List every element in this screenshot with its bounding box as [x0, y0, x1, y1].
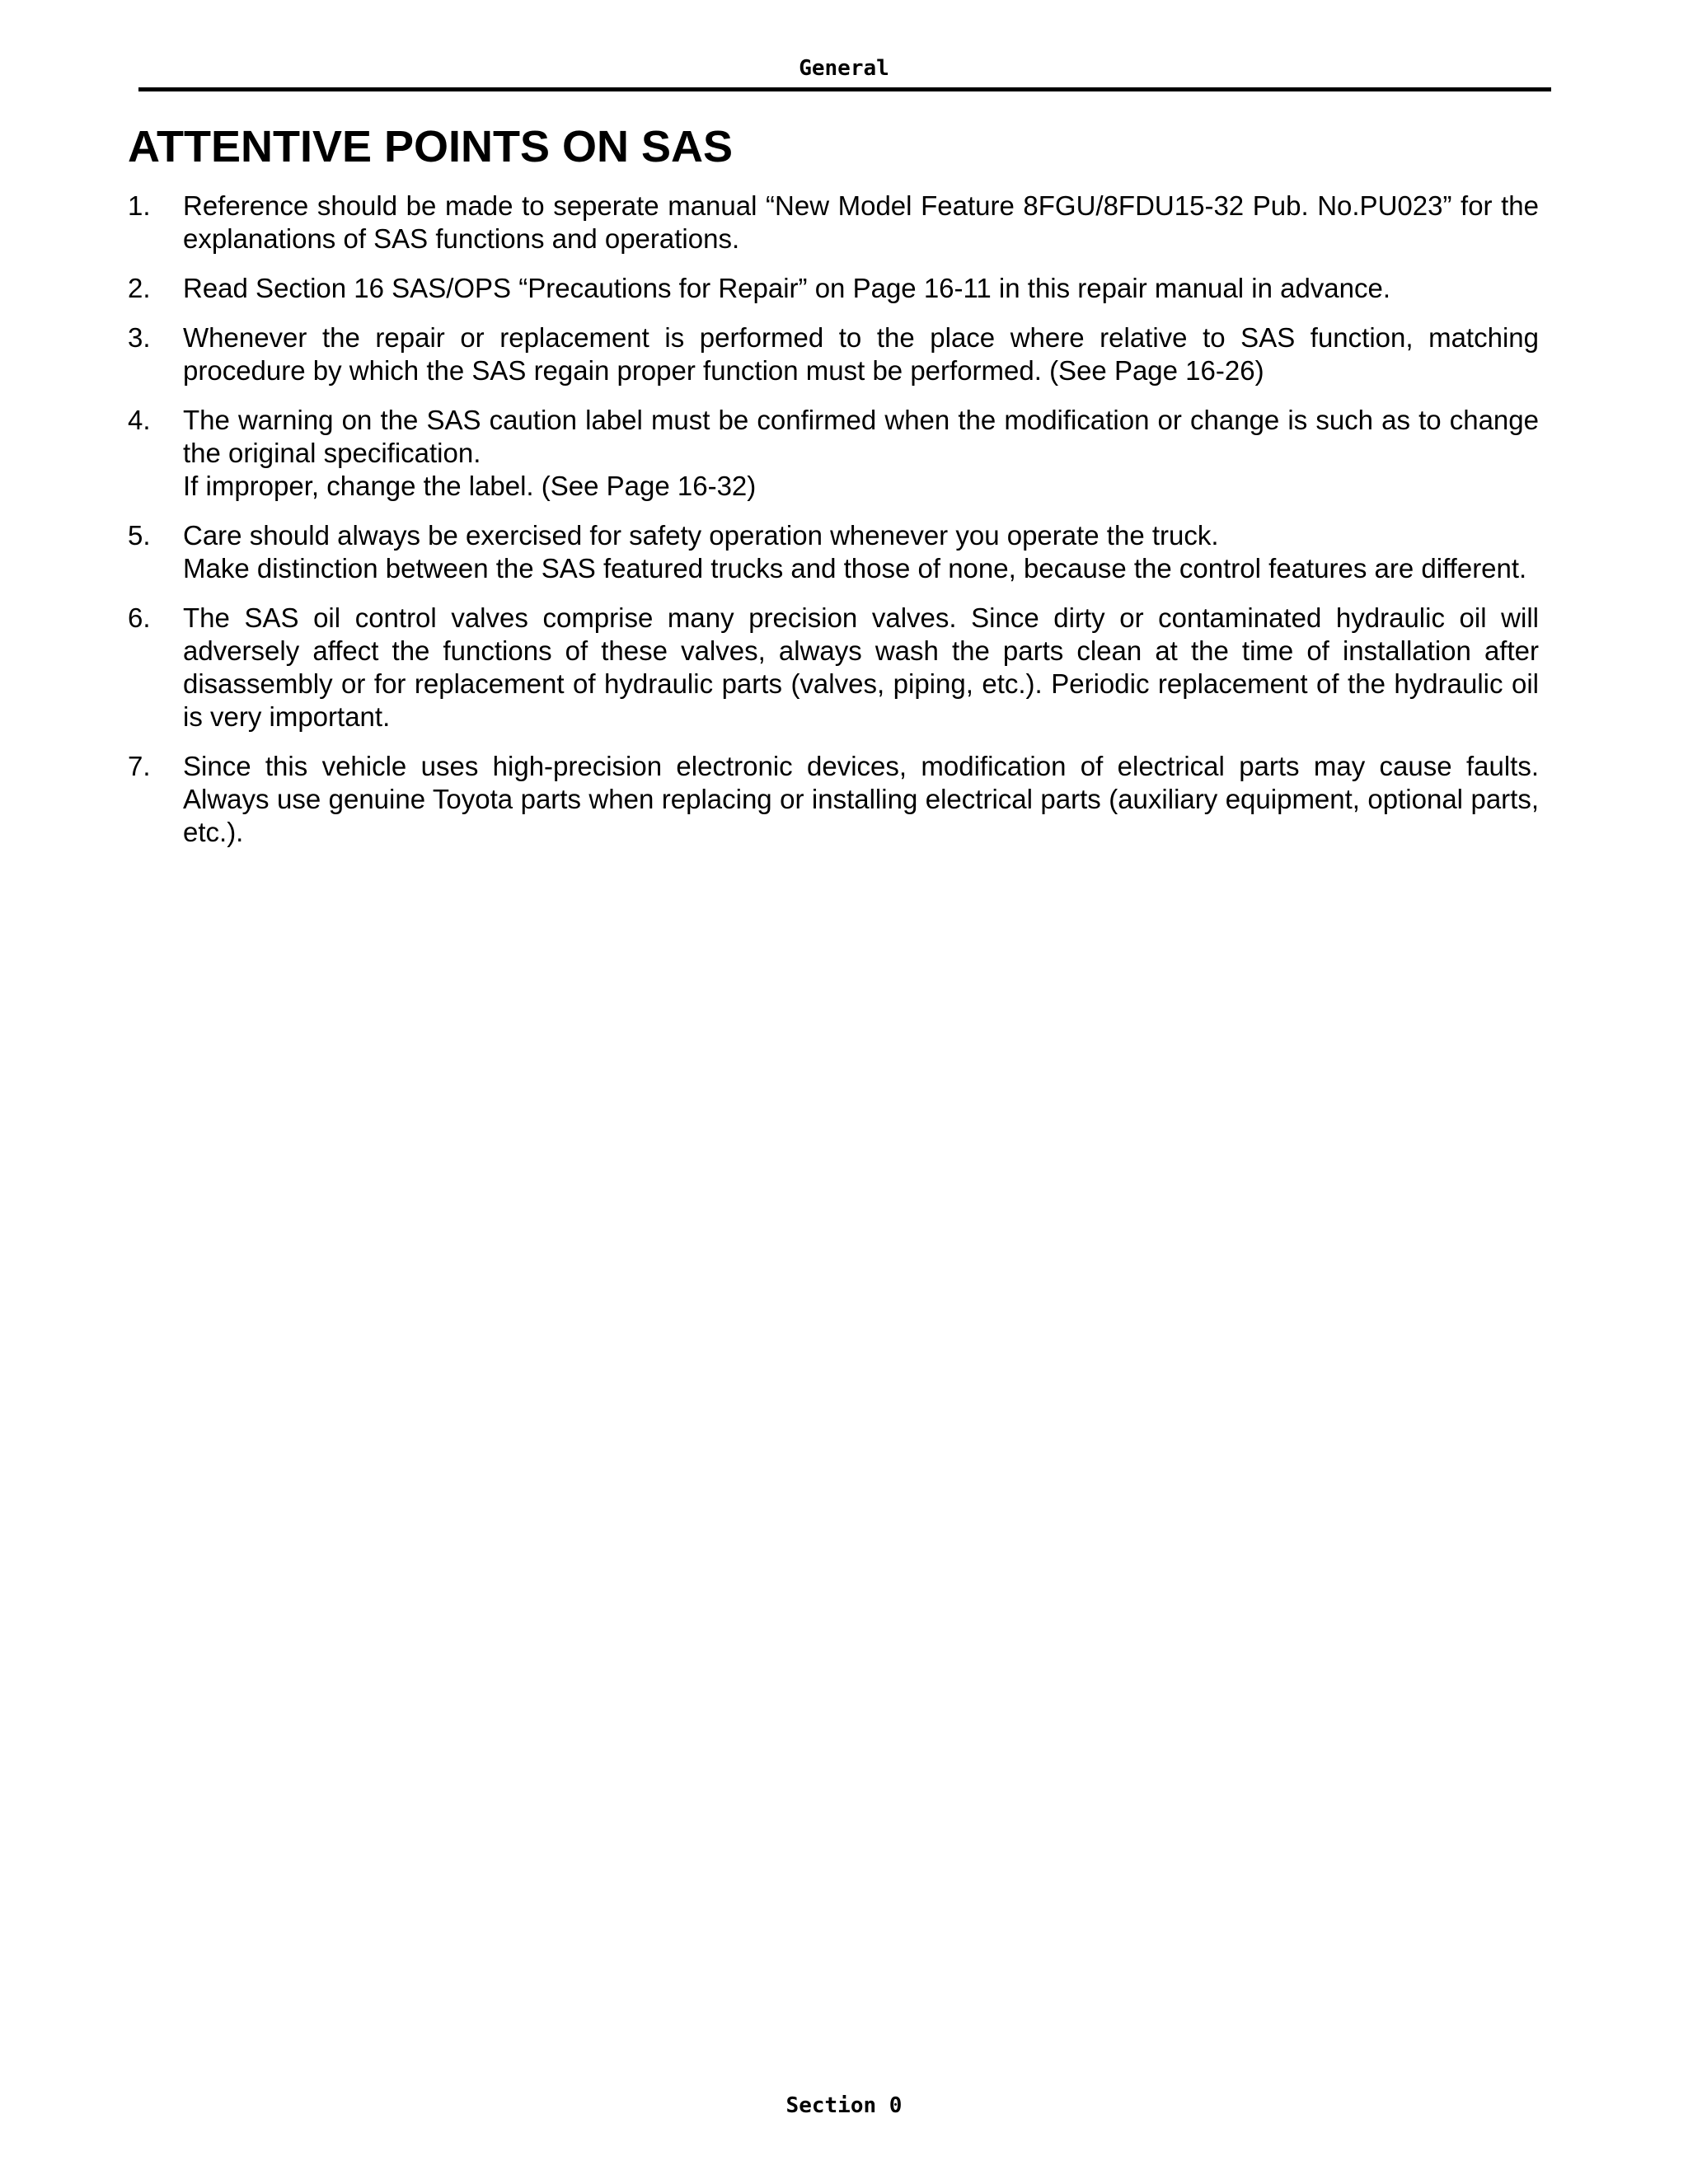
list-item-6: [128, 602, 1539, 733]
numbered-list: [128, 190, 1539, 865]
running-header: General: [799, 56, 889, 81]
list-item-4: [128, 404, 1539, 503]
item-text-continued: Make distinction between the SAS featured trucks and those of none, because the control features are different.: [183, 553, 1527, 583]
list-item-3: [128, 321, 1539, 387]
header-rule: [138, 87, 1551, 91]
list-item-1: [128, 190, 1539, 255]
item-number: 7.: [128, 751, 151, 781]
list-item-7: [128, 750, 1539, 849]
list-item-2: [128, 272, 1539, 305]
item-number: 2.: [128, 273, 151, 303]
item-text-continued: If improper, change the label. (See Page 16-32): [183, 471, 757, 501]
item-text: Care should always be exercised for safety operation whenever you operate the truck.: [183, 520, 1219, 551]
item-number: 4.: [128, 405, 151, 435]
item-text: Reference should be made to seperate manual “New Model Feature 8FGU/8FDU15-32 Pub. No.PU023” for the explanations of SAS functions and operations.: [183, 190, 1539, 254]
item-text: Read Section 16 SAS/OPS “Precautions for Repair” on Page 16-11 in this repair manual in advance.: [183, 273, 1391, 303]
list-item-5: [128, 519, 1539, 585]
item-text: The warning on the SAS caution label must be confirmed when the modification or change is such as to change the original specification.: [183, 405, 1539, 468]
running-footer: Section 0: [785, 2093, 903, 2118]
page-title: ATTENTIVE POINTS ON SAS: [128, 122, 734, 171]
item-number: 5.: [128, 520, 151, 551]
item-number: 6.: [128, 602, 151, 633]
item-number: 1.: [128, 190, 151, 221]
item-text: Since this vehicle uses high-precision electronic devices, modification of electrical parts may cause faults. Always use genuine Toyota parts when replacing or installing electrical parts (auxiliary equipment, optional parts, etc.).: [183, 751, 1539, 847]
item-text: Whenever the repair or replacement is performed to the place where relative to SAS function, matching procedure by which the SAS regain proper function must be performed. (See Page 16-26): [183, 322, 1539, 386]
item-number: 3.: [128, 322, 151, 353]
item-text: The SAS oil control valves comprise many precision valves. Since dirty or contaminated hydraulic oil will adversely affect the functions of these valves, always wash the parts clean at the time of installation after disassembly or for replacement of hydraulic parts (valves, piping, etc.). Periodic replacement of the hydraulic oil is very important.: [183, 602, 1539, 732]
